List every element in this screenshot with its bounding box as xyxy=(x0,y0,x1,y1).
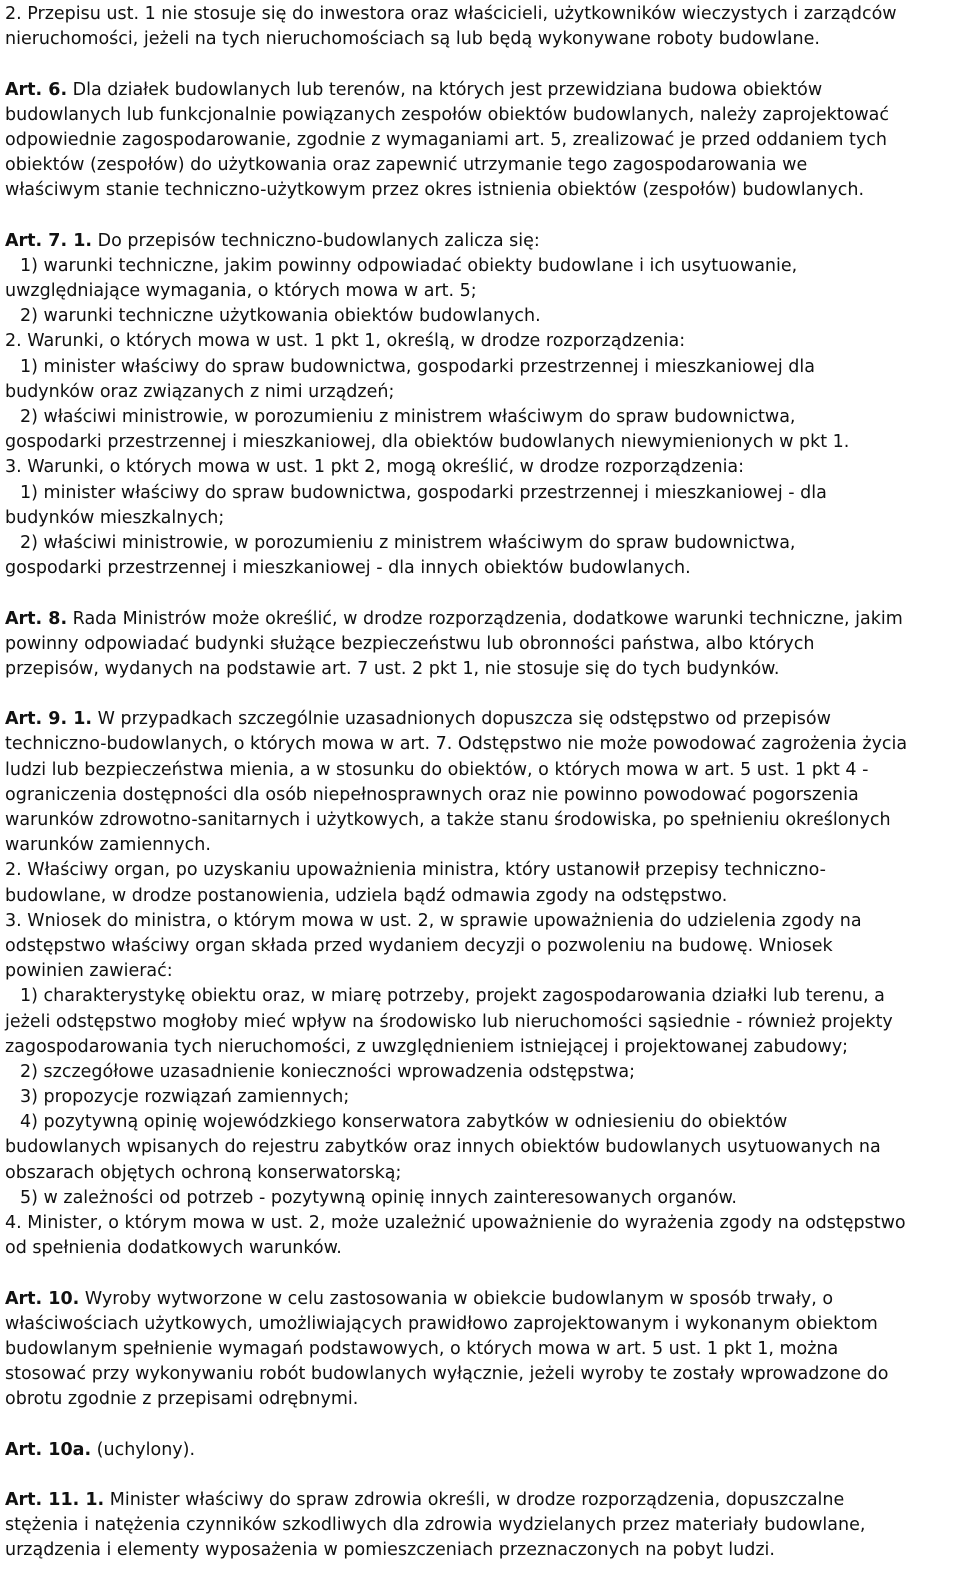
text-line: warunków zamiennych. xyxy=(5,835,211,856)
text-line: obrotu zgodnie z przepisami odrębnymi. xyxy=(5,1389,359,1410)
list-item-line: 2) właściwi ministrowie, w porozumieniu z ministrem właściwym do spraw budownictwa, xyxy=(20,532,796,553)
list-item-line: 3) propozycje rozwiązań zamiennych; xyxy=(20,1087,350,1108)
paragraph-gap xyxy=(5,1463,955,1488)
article-number: Art. 11. 1. xyxy=(5,1490,105,1511)
text-line: odstępstwo właściwy organ składa przed wydaniem decyzji o pozwoleniu na budowę. Wniosek xyxy=(5,935,833,956)
article-number: Art. 10. xyxy=(5,1288,80,1309)
text-line: stężenia i natężenia czynników szkodliwych dla zdrowia wydzielanych przez materiały budowlane, xyxy=(5,1515,866,1536)
list-item-line: 1) minister właściwy do spraw budownictwa, gospodarki przestrzennej i mieszkaniowej - dla xyxy=(20,482,827,503)
text-line: 3. Warunki, o których mowa w ust. 1 pkt 2, mogą określić, w drodze rozporządzenia: xyxy=(5,457,745,478)
paragraph-gap xyxy=(5,1261,955,1286)
list-item-line: 5) w zależności od potrzeb - pozytywną opinię innych zainteresowanych organów. xyxy=(20,1187,737,1208)
text-line: gospodarki przestrzennej i mieszkaniowej, dla obiektów budowlanych niewymienionych w pkt 1. xyxy=(5,432,850,453)
text-line: 2. Właściwy organ, po uzyskaniu upoważnienia ministra, który ustanowił przepisy techniczno- xyxy=(5,860,826,881)
list-item-line: 4) pozytywną opinię wojewódzkiego konserwatora zabytków w odniesieniu do obiektów xyxy=(20,1112,788,1133)
text-line: 2. Warunki, o których mowa w ust. 1 pkt 1, określą, w drodze rozporządzenia: xyxy=(5,331,686,352)
article-heading-line: Art. 10a. (uchylony). xyxy=(5,1439,196,1460)
text-line: ograniczenia dostępności dla osób niepełnosprawnych oraz nie powinno powodować pogorszenia xyxy=(5,784,859,805)
paragraph-gap xyxy=(5,682,955,707)
text-line: 2. Przepisu ust. 1 nie stosuje się do inwestora oraz właścicieli, użytkowników wieczystych i zarządców xyxy=(5,4,897,24)
text-line: budynków oraz związanych z nimi urządzeń; xyxy=(5,381,395,402)
article-heading-line: Art. 11. 1. Minister właściwy do spraw zdrowia określi, w drodze rozporządzenia, dopuszczalne xyxy=(5,1490,845,1511)
text-line: powinien zawierać: xyxy=(5,961,173,982)
text-line: 4. Minister, o którym mowa w ust. 2, może uzależnić upoważnienie do wyrażenia zgody na odstępstwo xyxy=(5,1213,906,1233)
text-line: uwzględniające wymagania, o których mowa w art. 5; xyxy=(5,281,477,302)
article-heading-line: Art. 8. Rada Ministrów może określić, w drodze rozporządzenia, dodatkowe warunki techniczne, jakim xyxy=(5,608,903,629)
text-line: jeżeli odstępstwo mogłoby mieć wpływ na środowisko lub nieruchomości sąsiednie - również projekty xyxy=(5,1011,893,1032)
article-number: Art. 8. xyxy=(5,608,68,629)
legal-document xyxy=(5,2,955,1564)
list-item-line: 1) warunki techniczne, jakim powinny odpowiadać obiekty budowlane i ich usytuowanie, xyxy=(20,255,798,276)
list-item-line: 2) szczegółowe uzasadnienie konieczności wprowadzenia odstępstwa; xyxy=(20,1061,636,1082)
text-line: urządzenia i elementy wyposażenia w pomieszczeniach przeznaczonych na pobyt ludzi. xyxy=(5,1540,775,1561)
list-item-line: 2) warunki techniczne użytkowania obiektów budowlanych. xyxy=(20,306,541,327)
list-item-line: 2) właściwi ministrowie, w porozumieniu z ministrem właściwym do spraw budownictwa, xyxy=(20,407,796,427)
text-line: powinny odpowiadać budynki służące bezpieczeństwu lub obronności państwa, albo których xyxy=(5,633,815,654)
article-number: Art. 10a. xyxy=(5,1439,92,1460)
article-heading-line: Art. 7. 1. Do przepisów techniczno-budowlanych zalicza się: xyxy=(5,230,540,251)
text-line: budowlane, w drodze postanowienia, udziela bądź odmawia zgody na odstępstwo. xyxy=(5,885,728,906)
text-line: techniczno-budowlanych, o których mowa w art. 7. Odstępstwo nie może powodować zagrożenia życia xyxy=(5,734,908,755)
text-line: budowlanych wpisanych do rejestru zabytków oraz innych obiektów budowlanych usytuowanych na xyxy=(5,1137,881,1158)
article-number: Art. 9. 1. xyxy=(5,709,93,730)
paragraph-gap xyxy=(5,1413,955,1438)
article-number: Art. 6. xyxy=(5,79,68,100)
article-heading-line: Art. 10. Wyroby wytworzone w celu zastosowania w obiekcie budowlanym w sposób trwały, o xyxy=(5,1288,834,1309)
list-item-line: 1) charakterystykę obiektu oraz, w miarę potrzeby, projekt zagospodarowania działki lub terenu, a xyxy=(20,986,885,1007)
article-heading-line: Art. 6. Dla działek budowlanych lub terenów, na których jest przewidziana budowa obiektów xyxy=(5,79,823,100)
text-line: 3. Wniosek do ministra, o którym mowa w ust. 2, w sprawie upoważnienia do udzielenia zgody na xyxy=(5,910,862,931)
text-line: przepisów, wydanych na podstawie art. 7 ust. 2 pkt 1, nie stosuje się do tych budynków. xyxy=(5,658,780,679)
article-number: Art. 7. 1. xyxy=(5,230,93,251)
text-line: gospodarki przestrzennej i mieszkaniowej - dla innych obiektów budowlanych. xyxy=(5,558,691,579)
text-line: obszarach objętych ochroną konserwatorską; xyxy=(5,1162,402,1183)
list-item-line: 1) minister właściwy do spraw budownictwa, gospodarki przestrzennej i mieszkaniowej dla xyxy=(20,356,815,377)
text-line: stosować przy wykonywaniu robót budowlanych wyłącznie, jeżeli wyroby te zostały wprowadzone do xyxy=(5,1364,889,1385)
text-line: budowlanym spełnienie wymagań podstawowych, o których mowa w art. 5 ust. 1 pkt 1, można xyxy=(5,1338,839,1359)
paragraph-gap xyxy=(5,52,955,77)
paragraph-gap xyxy=(5,581,955,606)
text-line: warunków zdrowotno-sanitarnych i użytkowych, a także stanu środowiska, po spełnieniu określonych xyxy=(5,810,891,830)
text-line: właściwym stanie techniczno-użytkowym przez okres istnienia obiektów (zespołów) budowlanych. xyxy=(5,180,865,201)
text-line: budynków mieszkalnych; xyxy=(5,507,225,528)
paragraph-gap xyxy=(5,204,955,229)
article-heading-line: Art. 9. 1. W przypadkach szczególnie uzasadnionych dopuszcza się odstępstwo od przepisów xyxy=(5,709,831,730)
text-line: obiektów (zespołów) do użytkowania oraz zapewnić utrzymanie tego zagospodarowania we xyxy=(5,155,808,176)
text-line: nieruchomości, jeżeli na tych nieruchomościach są lub będą wykonywane roboty budowlane. xyxy=(5,29,820,50)
text-line: odpowiednie zagospodarowanie, zgodnie z wymaganiami art. 5, zrealizować je przed oddaniem tych xyxy=(5,129,887,150)
text-line: budowlanych lub funkcjonalnie powiązanych zespołów obiektów budowlanych, należy zaprojektować xyxy=(5,104,889,125)
text-line: właściwościach użytkowych, umożliwiających prawidłowo zaprojektowanym i wykonanym obiektom xyxy=(5,1313,878,1334)
text-line: zagospodarowania tych nieruchomości, z uwzględnieniem istniejącej i projektowanej zabudowy; xyxy=(5,1036,849,1057)
text-line: od spełnienia dodatkowych warunków. xyxy=(5,1238,342,1259)
text-line: ludzi lub bezpieczeństwa mienia, a w stosunku do obiektów, o których mowa w art. 5 ust. 1 pkt 4 - xyxy=(5,759,869,780)
document-body xyxy=(5,2,955,1564)
